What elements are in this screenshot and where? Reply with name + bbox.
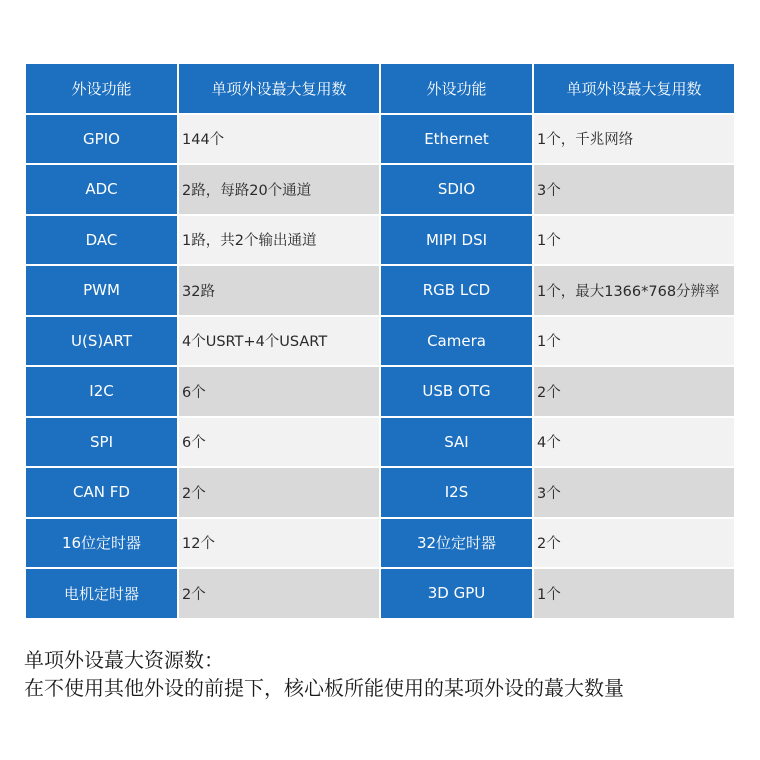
peripheral-count: 144个 — [179, 115, 379, 164]
table-header-row — [381, 64, 734, 113]
table-header-row — [26, 64, 379, 113]
peripheral-name: RGB LCD — [381, 266, 532, 315]
table-row — [381, 115, 734, 164]
peripheral-count: 3个 — [534, 165, 734, 214]
table-row — [381, 216, 734, 265]
peripheral-name: Ethernet — [381, 115, 532, 164]
peripheral-count: 1个 — [534, 317, 734, 366]
peripheral-count: 1个，最大1366*768分辨率 — [534, 266, 734, 315]
peripheral-name: CAN FD — [26, 468, 177, 517]
header-max-multiplex-count: 单项外设蕞大复用数 — [179, 64, 379, 113]
peripheral-count: 2个 — [179, 468, 379, 517]
peripheral-name: I2C — [26, 367, 177, 416]
peripheral-name: U(S)ART — [26, 317, 177, 366]
table-row — [381, 418, 734, 467]
peripheral-name: SPI — [26, 418, 177, 467]
table-row — [26, 569, 379, 618]
table-left-half — [26, 64, 379, 618]
peripheral-count: 4个USRT+4个USART — [179, 317, 379, 366]
table-row — [26, 317, 379, 366]
table-row — [381, 317, 734, 366]
peripheral-count: 1个 — [534, 216, 734, 265]
peripheral-name: I2S — [381, 468, 532, 517]
table-row — [26, 216, 379, 265]
table-row — [381, 569, 734, 618]
peripheral-name: 16位定时器 — [26, 519, 177, 568]
peripheral-count: 2个 — [534, 519, 734, 568]
peripheral-name: Camera — [381, 317, 532, 366]
header-max-multiplex-count: 单项外设蕞大复用数 — [534, 64, 734, 113]
peripheral-count: 3个 — [534, 468, 734, 517]
peripheral-name: DAC — [26, 216, 177, 265]
peripheral-count: 1个 — [534, 569, 734, 618]
peripheral-count: 1路，共2个输出通道 — [179, 216, 379, 265]
header-peripheral-function: 外设功能 — [381, 64, 532, 113]
table-row — [381, 519, 734, 568]
table-row — [26, 468, 379, 517]
peripheral-name: ADC — [26, 165, 177, 214]
footnote-description: 在不使用其他外设的前提下，核心板所能使用的某项外设的蕞大数量 — [24, 676, 624, 700]
peripheral-count: 12个 — [179, 519, 379, 568]
table-row — [381, 266, 734, 315]
peripheral-name: SDIO — [381, 165, 532, 214]
peripheral-count: 2个 — [179, 569, 379, 618]
table-row — [26, 418, 379, 467]
table-right-half — [381, 64, 734, 618]
peripheral-count: 32路 — [179, 266, 379, 315]
table-row — [26, 115, 379, 164]
header-peripheral-function: 外设功能 — [26, 64, 177, 113]
peripheral-name: MIPI DSI — [381, 216, 532, 265]
table-row — [381, 367, 734, 416]
table-row — [26, 266, 379, 315]
table-row — [26, 367, 379, 416]
table-row — [26, 519, 379, 568]
peripheral-name: 32位定时器 — [381, 519, 532, 568]
peripheral-name: 电机定时器 — [26, 569, 177, 618]
peripheral-count: 6个 — [179, 418, 379, 467]
peripheral-table — [26, 64, 735, 618]
peripheral-name: USB OTG — [381, 367, 532, 416]
peripheral-count: 4个 — [534, 418, 734, 467]
peripheral-count: 1个，千兆网络 — [534, 115, 734, 164]
peripheral-count: 6个 — [179, 367, 379, 416]
footnote — [24, 646, 624, 702]
table-row — [26, 165, 379, 214]
peripheral-name: GPIO — [26, 115, 177, 164]
peripheral-count: 2路，每路20个通道 — [179, 165, 379, 214]
table-row — [381, 165, 734, 214]
peripheral-count: 2个 — [534, 367, 734, 416]
peripheral-name: SAI — [381, 418, 532, 467]
table-row — [381, 468, 734, 517]
peripheral-name: 3D GPU — [381, 569, 532, 618]
footnote-title: 单项外设蕞大资源数： — [24, 648, 224, 672]
peripheral-name: PWM — [26, 266, 177, 315]
